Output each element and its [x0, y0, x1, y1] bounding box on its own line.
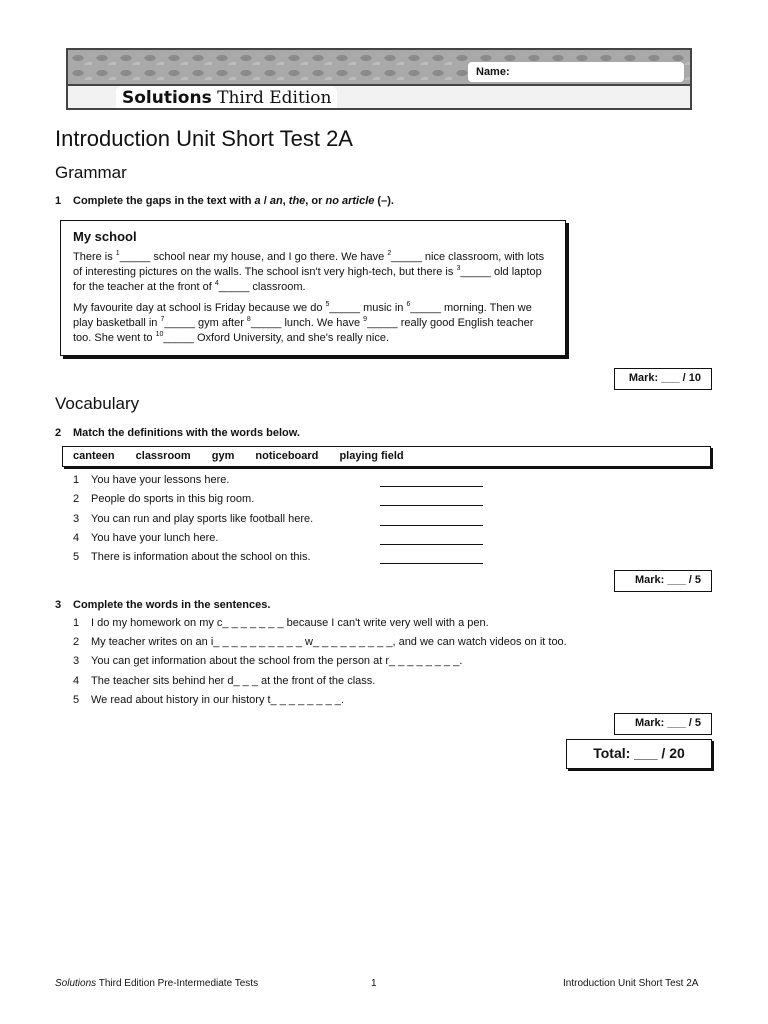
option-a: a: [254, 195, 261, 207]
footer-book: Third Edition Pre-Intermediate Tests: [96, 978, 259, 989]
brand-name: Solutions: [122, 88, 212, 108]
list-item: [73, 513, 313, 525]
gap-number: 4: [214, 280, 219, 287]
name-field[interactable]: [468, 62, 684, 82]
list-item: [73, 551, 311, 563]
item-number: 4: [73, 675, 80, 687]
item-text[interactable]: We read about history in our history t_ _ _ _ _ _ _ _.: [91, 694, 344, 706]
list-item: [73, 474, 229, 486]
page-title: Introduction Unit Short Test 2A: [55, 126, 353, 151]
total-score-box[interactable]: Total: ___ / 20: [566, 739, 712, 769]
question-1-prompt: [55, 195, 394, 207]
option-no-article: no article: [325, 195, 375, 207]
item-number: 1: [73, 474, 80, 486]
gap-text[interactable]: _____ nice classroom, with lots of interesting pictures on the walls. The school isn't very high-tech, but there is: [73, 251, 545, 278]
question-number: 2: [55, 427, 62, 439]
item-text[interactable]: The teacher sits behind her d_ _ _ at the front of the class.: [91, 675, 376, 687]
header-banner: [66, 48, 692, 110]
footer-right: Introduction Unit Short Test 2A: [563, 978, 699, 989]
answer-line[interactable]: [380, 525, 483, 526]
prompt-text: Complete the words in the sentences.: [73, 599, 271, 611]
item-number: 5: [73, 551, 80, 563]
brand-logo: [116, 86, 337, 110]
item-text: You have your lessons here.: [91, 474, 230, 486]
list-item: [73, 694, 344, 706]
gap-text[interactable]: _____ gym after: [164, 317, 247, 329]
item-text: You have your lunch here.: [91, 532, 219, 544]
answer-line[interactable]: [380, 563, 483, 564]
reading-text-box: [60, 220, 566, 356]
list-item: [73, 617, 489, 629]
item-text: There is information about the school on this.: [91, 551, 311, 563]
item-text[interactable]: You can get information about the school from the person at r_ _ _ _ _ _ _ _.: [91, 655, 463, 667]
item-number: 1: [73, 617, 80, 629]
word-bank-item: playing field: [339, 450, 404, 462]
gap-text[interactable]: _____ school near my house, and I go there. We have: [119, 251, 388, 263]
item-number: 4: [73, 532, 80, 544]
list-item: [73, 675, 375, 687]
item-number: 3: [73, 655, 80, 667]
item-text[interactable]: I do my homework on my c_ _ _ _ _ _ _ because I can't write very well with a pen.: [91, 617, 489, 629]
question-number: 1: [55, 195, 62, 207]
paragraph-2: [73, 301, 553, 346]
gap-number: 5: [325, 301, 330, 308]
question-2-prompt: [55, 427, 300, 439]
list-item: [73, 655, 462, 667]
item-text: People do sports in this big room.: [91, 493, 255, 505]
question-number: 3: [55, 599, 62, 611]
item-number: 2: [73, 493, 80, 505]
name-label: Name:: [476, 66, 510, 78]
mark-box-q1[interactable]: Mark: ___ / 10: [614, 368, 712, 390]
gap-text[interactable]: _____ really good English teacher too. She went to: [73, 317, 534, 344]
answer-line[interactable]: [380, 505, 483, 506]
option-an: an: [269, 195, 283, 207]
gap-text[interactable]: _____ lunch. We have: [250, 317, 364, 329]
list-item: [73, 493, 254, 505]
gap-number: 8: [246, 316, 251, 323]
text-segment: My favourite day at school is Friday because we do: [73, 302, 326, 314]
gap-number: 7: [160, 316, 165, 323]
mark-box-q3[interactable]: Mark: ___ / 5: [614, 713, 712, 735]
gap-number: 6: [406, 301, 411, 308]
option-the: the: [288, 195, 306, 207]
word-bank-item: classroom: [135, 450, 191, 462]
word-bank-item: gym: [211, 450, 235, 462]
list-item: [73, 636, 567, 648]
gap-number: 2: [387, 250, 392, 257]
footer-brand: Solutions: [55, 978, 97, 989]
separator: ,: [282, 195, 289, 207]
gap-number: 10: [155, 331, 164, 338]
page-number: 1: [371, 978, 377, 989]
prompt-end: (–).: [374, 195, 394, 207]
prompt-text: Match the definitions with the words below.: [73, 427, 300, 439]
separator: , or: [305, 195, 326, 207]
gap-text[interactable]: _____ music in: [329, 302, 407, 314]
gap-text[interactable]: _____ old laptop for the teacher at the front of: [73, 266, 542, 293]
gap-text[interactable]: _____ morning. Then we play basketball in: [73, 302, 532, 329]
gap-number: 3: [456, 265, 461, 272]
vocabulary-heading: Vocabulary: [55, 394, 140, 413]
gap-number: 1: [115, 250, 120, 257]
question-3-prompt: [55, 599, 270, 611]
word-bank: [62, 446, 711, 467]
answer-line[interactable]: [380, 486, 483, 487]
text-box-title: My school: [73, 229, 137, 244]
answer-line[interactable]: [380, 544, 483, 545]
item-number: 5: [73, 694, 80, 706]
text-segment: There is: [73, 251, 116, 263]
paragraph-1: [73, 250, 553, 295]
footer-left: [55, 978, 258, 989]
word-bank-item: noticeboard: [255, 450, 319, 462]
item-text: You can run and play sports like football here.: [91, 513, 314, 525]
brand-edition: Third Edition: [217, 88, 332, 108]
word-bank-item: canteen: [73, 450, 115, 462]
item-number: 3: [73, 513, 80, 525]
gap-text[interactable]: _____ classroom.: [218, 281, 306, 293]
item-text[interactable]: My teacher writes on an i_ _ _ _ _ _ _ _ _ _ w_ _ _ _ _ _ _ _ _, and we can watch videos on it too.: [91, 636, 567, 648]
list-item: [73, 532, 218, 544]
prompt-text: Complete the gaps in the text with: [73, 195, 255, 207]
mark-box-q2[interactable]: Mark: ___ / 5: [614, 570, 712, 592]
item-number: 2: [73, 636, 80, 648]
separator: /: [260, 195, 270, 207]
gap-number: 9: [363, 316, 368, 323]
gap-text[interactable]: _____ Oxford University, and she's really nice.: [163, 332, 390, 344]
grammar-heading: Grammar: [55, 163, 127, 182]
